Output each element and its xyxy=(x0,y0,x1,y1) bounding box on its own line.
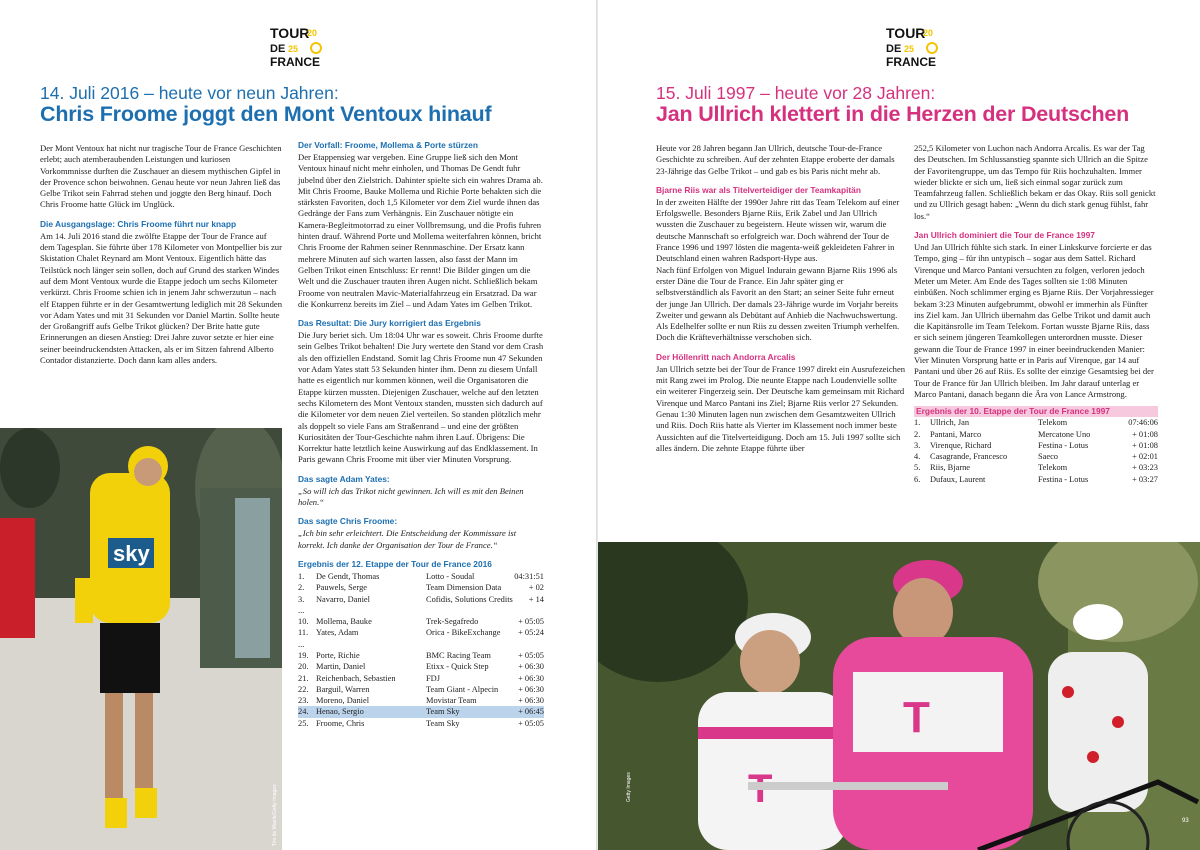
result-rank: 10. xyxy=(298,617,309,627)
left-photo-credit: Tim de Waele/Getty Images xyxy=(272,784,278,846)
result-name: Henao, Sergio xyxy=(316,706,426,717)
result-team: FDJ xyxy=(426,673,440,683)
result-team: Saeco xyxy=(1038,452,1058,462)
right-section3-title: Jan Ullrich dominiert die Tour de France 1997 xyxy=(914,230,1095,241)
result-rank: 1. xyxy=(298,571,305,581)
result-rank: 25. xyxy=(298,718,309,728)
result-name: Pauwels, Serge xyxy=(316,583,368,593)
right-column-2 xyxy=(914,143,1158,485)
table-row xyxy=(298,582,544,593)
right-section1-text: In der zweiten Hälfte der 1990er Jahre ritt das Team Telekom auf einer Erfolgswelle. Besonders Bjarne Riis, Erik Zabel und Jan Ullrich wussten die Zuschauer zu begeistern. Heute wissen wir, warum die deutsche Mannschaft so erfolgreich war. Doch während der Tour de France 1996 und 1997 lösten die magenta-weiß gekleideten Fahrer in Deutschland einen wahren Radsport-Hype aus. xyxy=(656,196,900,264)
result-team: Festina - Lotus xyxy=(1038,440,1089,450)
left-section3-title: Das Resultat: Die Jury korrigiert das Ergebnis xyxy=(298,318,481,329)
table-row xyxy=(298,695,544,706)
result-time: + 01:08 xyxy=(1132,429,1158,439)
left-column-2 xyxy=(298,140,544,729)
result-time: + 06:45 xyxy=(513,706,544,717)
right-kicker: 15. Juli 1997 – heute vor 28 Jahren: xyxy=(656,83,936,103)
result-time: + 06:30 xyxy=(518,684,544,694)
logo-tour: TOUR xyxy=(270,25,310,41)
logo-france-right: FRANCE xyxy=(886,55,936,69)
right-section1-text2: Nach fünf Erfolgen von Miguel Indurain gewann Bjarne Riis 1996 als erster Däne die Tour de France. Ein Jahr später ging er selbstverständlich als Favorit an den Start; an seiner Seite fuhr erneut der junge Jan Ullrich. Der damals 23-Jährige wurde im Vorjahr bereits Zweiter und gewann als Debütant auf Anhieb die Nachwuchswertung. Als Edelhelfer sollte er nun Riis zu dessen zweiten Triumph verhelfen. Doch die Kräfteverhältnisse verschoben sich. xyxy=(656,264,900,343)
table-row xyxy=(914,474,1158,485)
left-section1-text: Am 14. Juli 2016 stand die zwölfte Etappe der Tour de France auf dem Tagesplan. Sie führte über 178 Kilometer von Montpellier bis zur Skistation Chalet Reynard am Mont Ventoux. Eigentlich hätte das Teilstück noch länger sein sollen, doch auf Grund des starken Windes auf dem Mont Ventoux wurde die Etappe jedoch um sechs Kilometer verkürzt. Chris Froome schien ich in jenem Jahr schwerzutun – nach elf Etappen führte er in der Gesamtwertung lediglich mit 28 Sekunden vor Adam Yates und mit 31 Sekunden vor Daniel Martin. Sollte heute der Großangriff aufs Gelbe Trikot glücken? Der Brite hatte gute Erinnerungen an diesen Anstieg: Drei Jahre zuvor setzte er hier eine seiner beeindruckendsten Attacken, als er im Sitzen fahrend Alberto Contador distanzierte. Doch dann kam alles anders. xyxy=(40,230,282,366)
tour-logo-graphic-right xyxy=(882,22,942,70)
result-name: Porte, Richie xyxy=(316,650,360,660)
result-rank: 5. xyxy=(914,463,921,473)
table-row xyxy=(298,661,544,672)
result-time: + 02:01 xyxy=(1132,452,1158,462)
table-row xyxy=(298,673,544,684)
result-time: + 06:30 xyxy=(518,696,544,706)
result-name: Pantani, Marco xyxy=(930,429,982,439)
result-rank: 11. xyxy=(298,628,309,638)
result-time: + 03:27 xyxy=(1132,474,1158,484)
left-headline: Chris Froome joggt den Mont Ventoux hinauf xyxy=(40,102,492,126)
result-name: Reichenbach, Sebastien xyxy=(316,673,396,683)
table-row xyxy=(298,594,544,605)
result-time: + 03:23 xyxy=(1132,463,1158,473)
right-headline: Jan Ullrich klettert in die Herzen der Deutschen xyxy=(656,102,1130,126)
table-row xyxy=(914,462,1158,473)
jersey-text: sky xyxy=(113,541,150,566)
right-page xyxy=(598,0,1200,850)
result-team: Lotto - Soudal xyxy=(426,571,475,581)
result-team: Telekom xyxy=(1038,418,1068,428)
result-time: 04:31:51 xyxy=(514,571,544,581)
result-time: + 02 xyxy=(528,583,544,593)
ullrich-photo xyxy=(598,542,1200,850)
table-row xyxy=(914,417,1158,428)
result-team: Team Sky xyxy=(426,706,513,717)
logo-year-top: 20 xyxy=(307,28,318,38)
left-results-table xyxy=(298,571,544,729)
left-column-1 xyxy=(40,143,282,366)
result-team: BMC Racing Team xyxy=(426,650,491,660)
table-row xyxy=(298,718,544,729)
right-section2-title: Der Höllenritt nach Andorra Arcalis xyxy=(656,351,796,362)
table-row xyxy=(298,571,544,582)
right-intro: Heute vor 28 Jahren begann Jan Ullrich, deutsche Tour-de-France Geschichte zu schreiben. Auf der zehnten Etappe eroberte der damals 23-Jährige das Gelbe Trikot – und gab es bis Paris nicht mehr ab. xyxy=(656,143,895,176)
result-team xyxy=(426,639,513,650)
result-team: Trek-Segafredo xyxy=(426,617,479,627)
logo-france: FRANCE xyxy=(270,55,320,69)
result-name: Dufaux, Laurent xyxy=(930,474,986,484)
right-results-table xyxy=(914,417,1158,485)
logo-year-top-right: 20 xyxy=(923,28,934,38)
result-time: + 05:05 xyxy=(518,718,544,728)
left-results-title: Ergebnis der 12. Etappe der Tour de France 2016 xyxy=(298,558,492,569)
table-row xyxy=(298,616,544,627)
result-team: Team Dimension Data xyxy=(426,583,502,593)
result-name: Barguil, Warren xyxy=(316,684,370,694)
ullrich-photo-graphic xyxy=(598,542,1200,850)
logo-year-bottom-right: 25 xyxy=(904,44,915,54)
result-time: + 06:30 xyxy=(518,662,544,672)
result-time: + 06:30 xyxy=(518,673,544,683)
right-section3-text: Und Jan Ullrich fühlte sich stark. In einer Linkskurve forcierte er das Tempo, ging – für ihn untypisch – sogar aus dem Sattel. Richard Virenque und Marco Pantani versuchten zu folgen, verloren jedoch Meter um Meter. Am Ende des Tages sollten sie 1:08 Minuten einbüßen. Noch schlimmer erging es Bjarne Riis. Der Vorjahressieger bekam 3:23 Minuten aufgebrummt, obwohl er immerhin als Fünfter ins Ziel kam. Jan Ullrich übernahm das Gelbe Trikot und damit auch die Kapitänsrolle im Team Telekom. Fortan wusste Bjarne Riis, dass er sich seinem jüngeren Teamkollegen unterordnen musste. Dieser gewann die Tour de France 1997 in einer beeindruckenden Manier: Vier Minuten Vorsprung hatte er in Paris auf Virenque, gar 14 auf Pantani und über 26 auf Riis. Es sollte der einzige Gesamtsieg bei der Tour de France für Jan Ullrich bleiben. Im Jahr darauf unterlag er Marco Pantani, danach begann die Ära von Lance Armstrong. xyxy=(914,242,1154,399)
result-rank: 20. xyxy=(298,662,309,672)
result-team: Etixx - Quick Step xyxy=(426,662,489,672)
result-time: + 05:05 xyxy=(518,617,544,627)
right-column-1 xyxy=(656,143,906,454)
result-rank: 6. xyxy=(914,474,921,484)
result-team: Cofidis, Solutions Credits xyxy=(426,594,513,604)
result-name: Virenque, Richard xyxy=(930,440,992,450)
result-team: Orica - BikeExchange xyxy=(426,628,501,638)
right-section1-title: Bjarne Riis war als Titelverteidiger der Teamkapitän xyxy=(656,184,861,195)
result-team: Mercatone Uno xyxy=(1038,429,1091,439)
left-quote1-text: „So will ich das Trikot nicht gewinnen. Ich will es mit den Beinen holen.“ xyxy=(298,485,524,508)
result-name: De Gendt, Thomas xyxy=(316,571,380,581)
logo-de-right: DE xyxy=(886,43,902,55)
result-time: + 01:08 xyxy=(1132,440,1158,450)
table-row xyxy=(914,440,1158,451)
right-photo-credit: Getty Images xyxy=(626,772,632,802)
result-name: Froome, Chris xyxy=(316,718,365,728)
right-results-title-bar xyxy=(914,406,1158,417)
result-rank: 2. xyxy=(914,429,921,439)
table-row xyxy=(298,627,544,638)
table-row xyxy=(298,650,544,661)
left-quote2-text: „Ich bin sehr erleichtert. Die Entscheidung der Kommissare ist korrekt. Ich danke der Organisation der Tour de France.“ xyxy=(298,528,517,550)
result-name: Yates, Adam xyxy=(316,628,359,638)
table-row xyxy=(298,684,544,695)
result-rank: 2. xyxy=(298,583,305,593)
page-number: 93 xyxy=(1182,818,1189,824)
left-section3-text: Die Jury beriet sich. Um 18:04 Uhr war es soweit. Chris Froome durfte sein Gelbes Trikot behalten! Die Jury wertete den Stand vor dem Crash als den offiziellen Endstand. Somit lag Chris Froome nun 47 Sekunden vor Adam Yates statt 53 Sekunden hinter ihm. Denn zu diesem Unfall hatte es eigentlich nur kommen können, weil die Organisatoren die Etappe kürzen mussten. Diejenigen Zuschauer, welche auf den letzten sechs Kilometern des Mont Ventoux standen, mussten sich dadurch auf die Kilometer vor dem neuen Ziel verteilen. So standen plötzlich mehr als doppelt so viele Fans am Straßenrand – und eine der größten Kuriositäten der Tour-Geschichte nahm ihren Lauf. Übrigens: Die Korrektur hatte letztlich keine Auswirkung auf das Endklassement. In Paris gewann Chris Froome mit über vier Minuten Vorsprung. xyxy=(298,330,544,465)
table-row xyxy=(914,429,1158,440)
left-section2-text: Der Etappensieg war vergeben. Eine Gruppe ließ sich den Mont Ventoux hinauf nicht mehr einholen, und Thomas De Gendt fuhr jubelnd über den Zielstrich. Dahinter spielte sich ein wahres Drama ab. Mit Chris Froome, Bauke Mollema und Richie Porte behakten sich die stärksten Favoriten, doch 1,5 Kilometer vor dem Ziel wurde ihnen das Gedränge der Fans zum Verhängnis. Ein Zuschauer nötigte ein Kamera-Begleitmotorrad zu einer Vollbremsung, und die Profis fuhren hinten drauf. Während Porte und Mollema weiterfahren können, bricht Chris Froome der Rahmen seiner Rennmaschine. Der Ersatz kann mehrere Minuten auf sich warten lassen, also fasst der Mann im Gelben Trikot einen Entschluss: Er rennt! Die Bilder gingen um die Welt und die Zuschauer trauten ihren Augen nicht. Schließlich bekam Froome von neutralen Mavic-Materialfahrzeug ein Ersatzrad. Da war die Konkurrenz bereits im Ziel – und Adam Yates im Gelben Trikot. xyxy=(298,152,543,309)
table-row xyxy=(298,639,544,650)
result-time xyxy=(513,605,544,616)
left-kicker: 14. Juli 2016 – heute vor neun Jahren: xyxy=(40,83,339,103)
result-name xyxy=(316,639,426,650)
result-name: Ullrich, Jan xyxy=(930,418,970,428)
right-results-title: Ergebnis der 10. Etappe der Tour de France 1997 xyxy=(916,406,1110,417)
result-rank: 3. xyxy=(914,440,921,450)
result-time xyxy=(513,639,544,650)
table-row xyxy=(298,706,544,717)
result-name: Mollema, Bauke xyxy=(316,617,372,627)
logo-tour-right: TOUR xyxy=(886,25,926,41)
right-section2-text: Jan Ullrich setzte bei der Tour de France 1997 direkt ein Ausrufezeichen mit Rang zwei im Prolog. Die neunte Etappe nach Loudenvielle sollte ein weiterer Fingerzeig sein. Der Deutsche kam gemeinsam mit Richard Virenque und Marco Pantani ins Ziel; Bjarne Riis verlor 27 Sekunden. Genau 1:30 Minuten lagen nun zwischen dem Gesamtzweiten Ullrich und Riis. Doch Riis hatte als Vierter im Klassement noch immer beste Aussichten auf die Titelverteidigung. Doch am 15. Juli 1997 sollte sich alles ändern. Die zehnte Etappe führte über xyxy=(656,363,906,453)
result-rank: 23. xyxy=(298,696,309,706)
result-time: + 14 xyxy=(528,594,544,604)
tour-logo-graphic xyxy=(266,22,326,70)
froome-photo xyxy=(0,428,282,850)
result-rank: 21. xyxy=(298,673,309,683)
logo-year-bottom: 25 xyxy=(288,44,299,54)
left-page xyxy=(0,0,598,850)
jersey-letter-2: T xyxy=(903,693,930,742)
result-team: Telekom xyxy=(1038,463,1068,473)
tour-de-france-logo-right xyxy=(882,22,942,70)
right-col2-text: 252,5 Kilometer von Luchon nach Andorra Arcalis. Es war der Tag des Deutschen. Im Schlussanstieg spannte sich Ullrich an die Spitze der Favoritengruppe, um das Tempo für Riis hochzuhalten. Immer wieder blickte er sich um, ließ sich einmal sogar zurück zum Teamfahrzeug fallen. Schließlich bekam er das Okay. Riis soll genickt und zu Ullrich gesagt haben: „Wenn du dich stark genug fühlst, fahr los.“ xyxy=(914,143,1156,221)
result-team: Festina - Lotus xyxy=(1038,474,1089,484)
result-name: Riis, Bjarne xyxy=(930,463,971,473)
result-team: Movistar Team xyxy=(426,696,477,706)
result-rank: 22. xyxy=(298,684,309,694)
result-name: Casagrande, Francesco xyxy=(930,452,1008,462)
result-name: Moreno, Daniel xyxy=(316,696,370,706)
result-rank: ... xyxy=(298,605,305,615)
left-quote1-title: Das sagte Adam Yates: xyxy=(298,473,390,484)
left-quote2-title: Das sagte Chris Froome: xyxy=(298,516,398,527)
result-time: + 05:05 xyxy=(518,650,544,660)
result-name: Navarro, Daniel xyxy=(316,594,370,604)
result-rank: 3. xyxy=(298,594,305,604)
froome-photo-graphic xyxy=(0,428,282,850)
result-rank: 19. xyxy=(298,650,309,660)
result-team: Team Giant - Alpecin xyxy=(426,684,499,694)
left-section2-title: Der Vorfall: Froome, Mollema & Porte stürzen xyxy=(298,140,478,150)
table-row xyxy=(914,451,1158,462)
left-section1-title: Die Ausgangslage: Chris Froome führt nur knapp xyxy=(40,218,237,229)
result-time: + 05:24 xyxy=(518,628,544,638)
result-time: 07:46:06 xyxy=(1128,418,1158,428)
result-name: Martin, Daniel xyxy=(316,662,366,672)
result-rank: 1. xyxy=(914,418,921,428)
result-rank: 24. xyxy=(298,706,316,717)
result-rank: ... xyxy=(298,639,305,649)
result-name xyxy=(316,605,426,616)
table-row xyxy=(298,605,544,616)
result-team: Team Sky xyxy=(426,718,460,728)
tour-de-france-logo xyxy=(266,22,326,70)
result-team xyxy=(426,605,513,616)
logo-de: DE xyxy=(270,43,286,55)
left-intro: Der Mont Ventoux hat nicht nur tragische Tour de France Geschichten erlebt; auch atemberaubenden Leistungen und kuriosen Vorkommnisse durften die Zuschauer an diesem mythischen Gipfel in der Provence schon beiwohnen. Genau heute vor neun Jahren ließ das Gelbe Trikot sein Fahrrad stehen und joggte den Berg hinauf. Doch Chris Froome hatte Glück im Unglück. xyxy=(40,143,282,210)
result-rank: 4. xyxy=(914,452,921,462)
